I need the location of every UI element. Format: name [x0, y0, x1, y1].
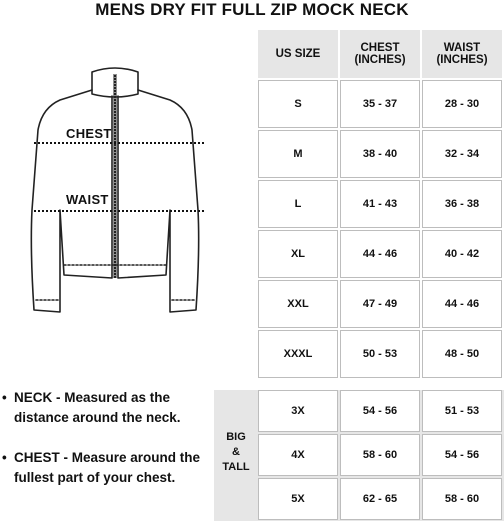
size-cell: M [258, 130, 338, 178]
header-us-size: US SIZE [258, 30, 338, 78]
chest-cell: 41 - 43 [340, 180, 420, 228]
size-cell: 3X [258, 390, 338, 432]
size-cell: 4X [258, 434, 338, 476]
waist-cell: 51 - 53 [422, 390, 502, 432]
bullet-icon: • [2, 390, 7, 405]
size-cell: S [258, 80, 338, 128]
chest-cell: 47 - 49 [340, 280, 420, 328]
chest-cell: 58 - 60 [340, 434, 420, 476]
note-text: NECK - Measured as the distance around the neck. [14, 390, 181, 425]
waist-cell: 48 - 50 [422, 330, 502, 378]
page-title: MENS DRY FIT FULL ZIP MOCK NECK [95, 0, 409, 19]
size-cell: L [258, 180, 338, 228]
chest-cell: 38 - 40 [340, 130, 420, 178]
chest-measure-line [34, 142, 204, 144]
size-cell: 5X [258, 478, 338, 520]
size-cell: XXXL [258, 330, 338, 378]
jacket-outline-icon [20, 60, 220, 330]
note-text: CHEST - Measure around the fullest part of your chest. [14, 450, 201, 485]
chest-cell: 62 - 65 [340, 478, 420, 520]
size-cell: XXL [258, 280, 338, 328]
waist-cell: 54 - 56 [422, 434, 502, 476]
chest-label: CHEST [66, 126, 112, 141]
waist-cell: 36 - 38 [422, 180, 502, 228]
waist-cell: 58 - 60 [422, 478, 502, 520]
waist-label: WAIST [66, 192, 109, 207]
chest-cell: 44 - 46 [340, 230, 420, 278]
header-chest: CHEST (INCHES) [340, 30, 420, 78]
waist-cell: 32 - 34 [422, 130, 502, 178]
chest-cell: 50 - 53 [340, 330, 420, 378]
bullet-icon: • [2, 450, 7, 465]
size-cell: XL [258, 230, 338, 278]
waist-cell: 44 - 46 [422, 280, 502, 328]
header-waist: WAIST (INCHES) [422, 30, 502, 78]
chest-cell: 54 - 56 [340, 390, 420, 432]
waist-cell: 28 - 30 [422, 80, 502, 128]
big-tall-label: BIG & TALL [222, 431, 250, 473]
chest-cell: 35 - 37 [340, 80, 420, 128]
jacket-diagram [20, 60, 220, 330]
waist-measure-line [34, 210, 204, 212]
waist-cell: 40 - 42 [422, 230, 502, 278]
